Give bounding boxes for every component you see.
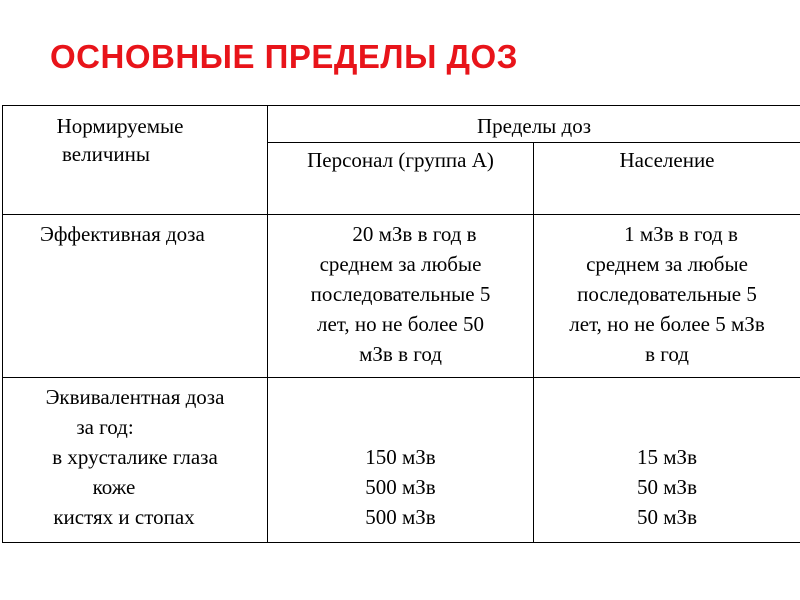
table-row-equivalent-dose <box>3 378 800 543</box>
equivalent-label-line: кистях и стопах <box>53 505 195 529</box>
effective-population-line: последовательные 5 <box>577 282 757 306</box>
header-personnel-cell <box>268 143 534 215</box>
header-quantity-line-1: Нормируемые <box>56 114 184 138</box>
effective-dose-personnel-cell <box>268 215 534 378</box>
equivalent-personnel-value: 500 мЗв <box>365 505 436 529</box>
effective-population-line: лет, но не более 5 мЗв <box>569 312 765 336</box>
header-limits-cell <box>268 106 800 143</box>
effective-personnel-line: 20 мЗв в год в <box>352 222 477 246</box>
effective-population-line: среднем за любые <box>586 252 748 276</box>
equivalent-label-line: коже <box>92 475 136 499</box>
header-population-label: Население <box>619 148 715 172</box>
equivalent-population-value: 15 мЗв <box>637 445 697 469</box>
equivalent-label-line: в хрусталике глаза <box>52 445 218 469</box>
equivalent-personnel-value: 150 мЗв <box>365 445 436 469</box>
effective-dose-population-cell <box>534 215 800 378</box>
slide-title: ОСНОВНЫЕ ПРЕДЕЛЫ ДОЗ <box>50 38 518 75</box>
equivalent-label-line: за год: <box>76 415 134 439</box>
effective-personnel-line: мЗв в год <box>359 342 442 366</box>
effective-personnel-line: последовательные 5 <box>310 282 491 306</box>
header-quantity-cell <box>3 106 268 215</box>
effective-personnel-line: среднем за любые <box>319 252 482 276</box>
effective-dose-label: Эффективная доза <box>40 222 205 246</box>
effective-dose-label-cell <box>3 215 268 378</box>
equivalent-dose-population-cell <box>534 378 800 543</box>
effective-personnel-line: лет, но не более 50 <box>317 312 484 336</box>
effective-population-line: 1 мЗв в год в <box>624 222 738 246</box>
equivalent-label-line: Эквивалентная доза <box>45 385 225 409</box>
equivalent-population-value: 50 мЗв <box>637 505 697 529</box>
header-limits-label: Пределы доз <box>476 114 592 138</box>
table-row-effective-dose <box>3 215 800 378</box>
equivalent-dose-personnel-cell <box>268 378 534 543</box>
header-personnel-label: Персонал (группа А) <box>307 148 494 172</box>
header-quantity-line-2: величины <box>62 142 150 166</box>
equivalent-personnel-value: 500 мЗв <box>365 475 436 499</box>
equivalent-population-value: 50 мЗв <box>637 475 697 499</box>
dose-limits-table <box>2 105 800 543</box>
effective-population-line: в год <box>645 342 689 366</box>
equivalent-dose-label-cell <box>3 378 268 543</box>
header-population-cell <box>534 143 800 215</box>
